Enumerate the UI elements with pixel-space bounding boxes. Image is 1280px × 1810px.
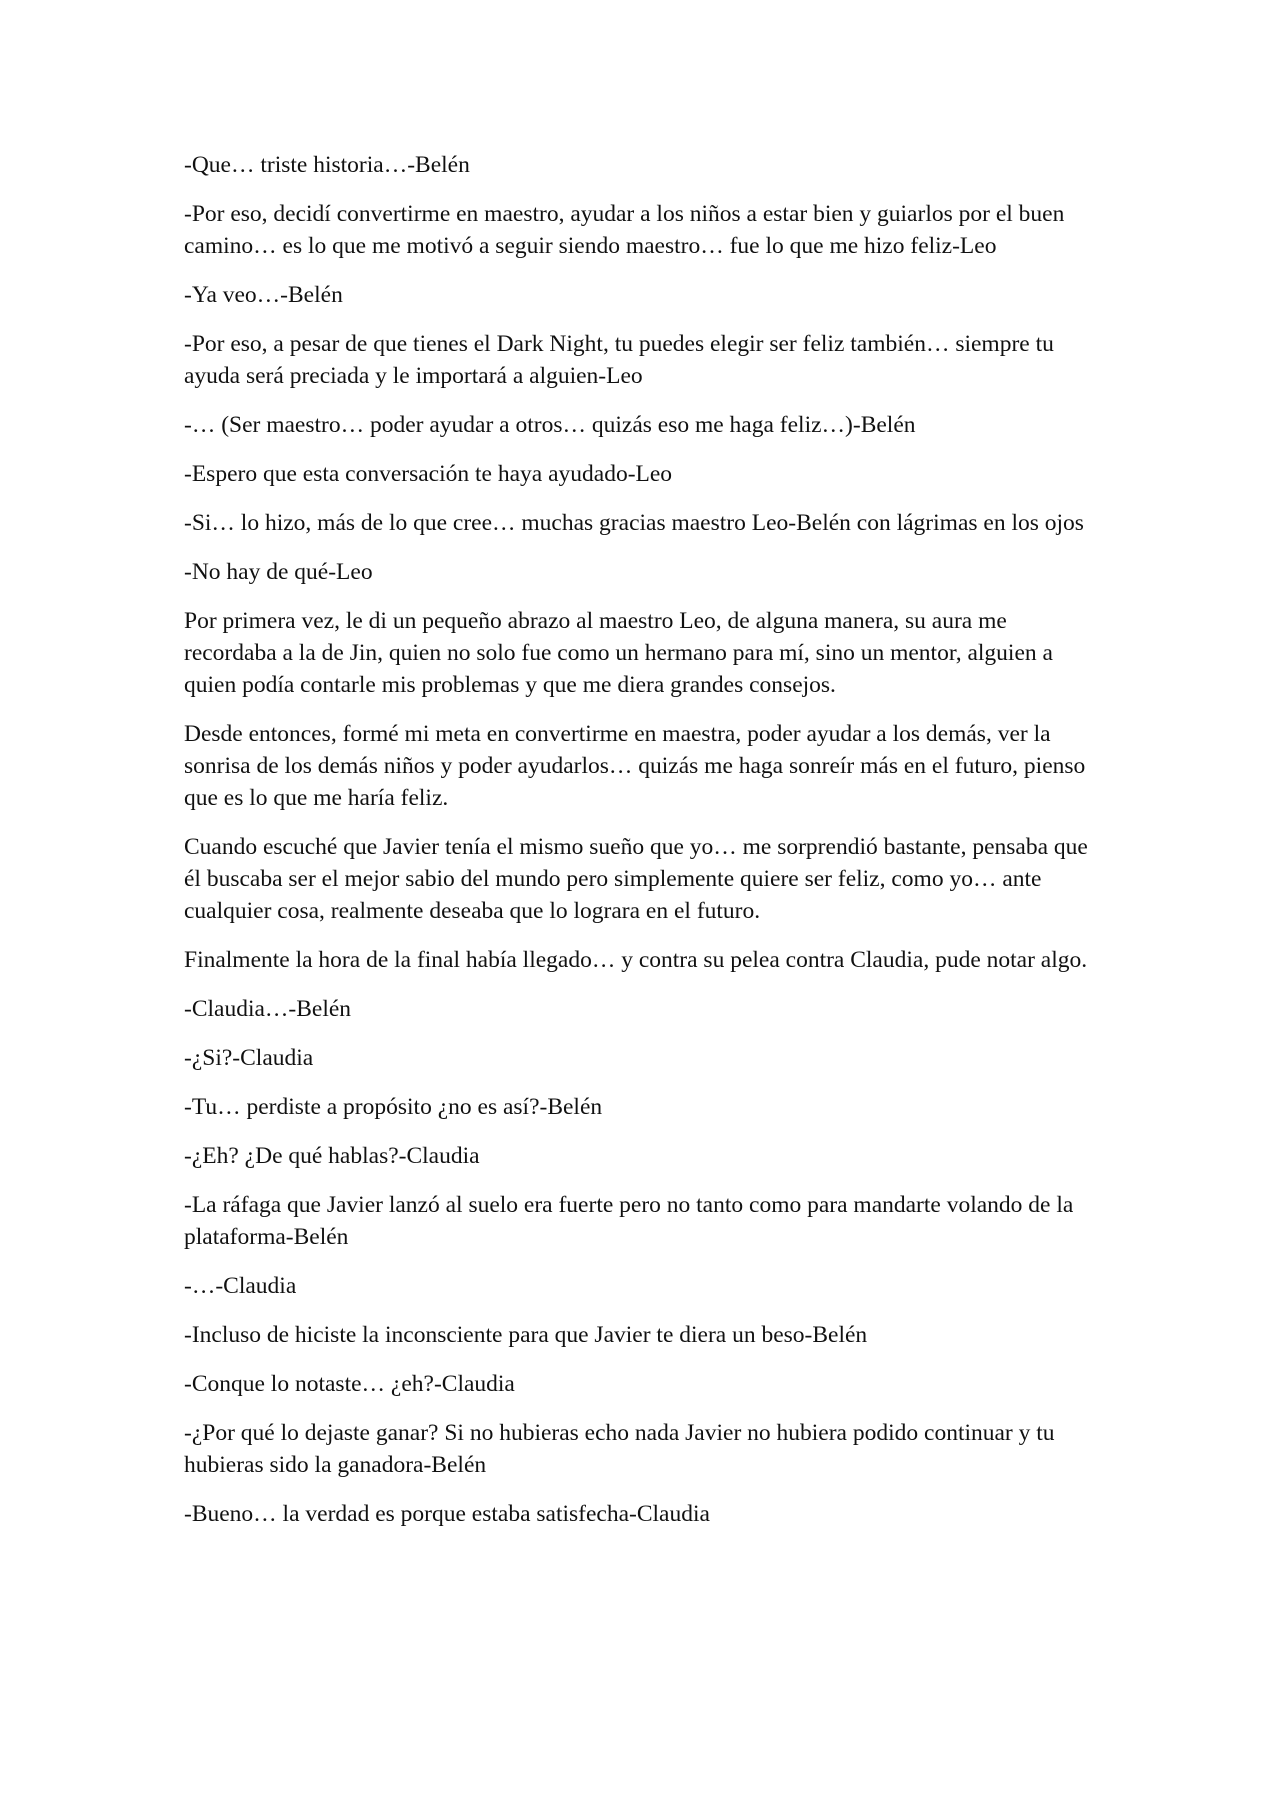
paragraph: Finalmente la hora de la final había llegado… y contra su pelea contra Claudia, pude notar algo. <box>184 947 1088 973</box>
paragraph: -Por eso, decidí convertirme en maestro, ayudar a los niños a estar bien y guiarlos por el buen camino… es lo que me motivó a seguir siendo maestro… fue lo que me hizo feliz-Leo <box>184 201 1065 259</box>
paragraph: -Por eso, a pesar de que tienes el Dark Night, tu puedes elegir ser feliz también… siempre tu ayuda será preciada y le importará a alguien-Leo <box>184 331 1054 389</box>
paragraph: -La ráfaga que Javier lanzó al suelo era fuerte pero no tanto como para mandarte volando de la plataforma-Belén <box>184 1192 1074 1250</box>
paragraph: -Claudia…-Belén <box>184 996 352 1022</box>
paragraph: -Bueno… la verdad es porque estaba satisfecha-Claudia <box>184 1501 710 1527</box>
paragraph: -Que… triste historia…-Belén <box>184 152 470 178</box>
paragraph: -No hay de qué-Leo <box>184 559 373 585</box>
paragraph: Cuando escuché que Javier tenía el mismo sueño que yo… me sorprendió bastante, pensaba que él buscaba ser el mejor sabio del mundo pero simplemente quiere ser feliz, como yo… ante cualquier cosa, realmente deseaba que lo lograra en el futuro. <box>184 834 1088 924</box>
paragraph: Desde entonces, formé mi meta en convertirme en maestra, poder ayudar a los demás, ver la sonrisa de los demás niños y poder ayudarlos… quizás me haga sonreír más en el futuro, pienso que es lo que me haría feliz. <box>184 721 1086 811</box>
paragraph: -Conque lo notaste… ¿eh?-Claudia <box>184 1371 515 1397</box>
paragraph: -¿Si?-Claudia <box>184 1045 314 1071</box>
paragraph: -… (Ser maestro… poder ayudar a otros… quizás eso me haga feliz…)-Belén <box>184 412 916 438</box>
paragraph: -¿Eh? ¿De qué hablas?-Claudia <box>184 1143 480 1169</box>
paragraph: -¿Por qué lo dejaste ganar? Si no hubieras echo nada Javier no hubiera podido continuar y tu hubieras sido la ganadora-Belén <box>184 1420 1055 1478</box>
paragraph: -Si… lo hizo, más de lo que cree… muchas gracias maestro Leo-Belén con lágrimas en los ojos <box>184 510 1084 536</box>
paragraph: Por primera vez, le di un pequeño abrazo al maestro Leo, de alguna manera, su aura me recordaba a la de Jin, quien no solo fue como un hermano para mí, sino un mentor, alguien a quien podía contarle mis problemas y que me diera grandes consejos. <box>184 608 1053 698</box>
paragraph: -Espero que esta conversación te haya ayudado-Leo <box>184 461 673 487</box>
paragraph: -…-Claudia <box>184 1273 297 1299</box>
paragraph: -Tu… perdiste a propósito ¿no es así?-Belén <box>184 1094 603 1120</box>
paragraph: -Ya veo…-Belén <box>184 282 343 308</box>
paragraph: -Incluso de hiciste la inconsciente para que Javier te diera un beso-Belén <box>184 1322 868 1348</box>
document-body <box>184 149 1104 1547</box>
